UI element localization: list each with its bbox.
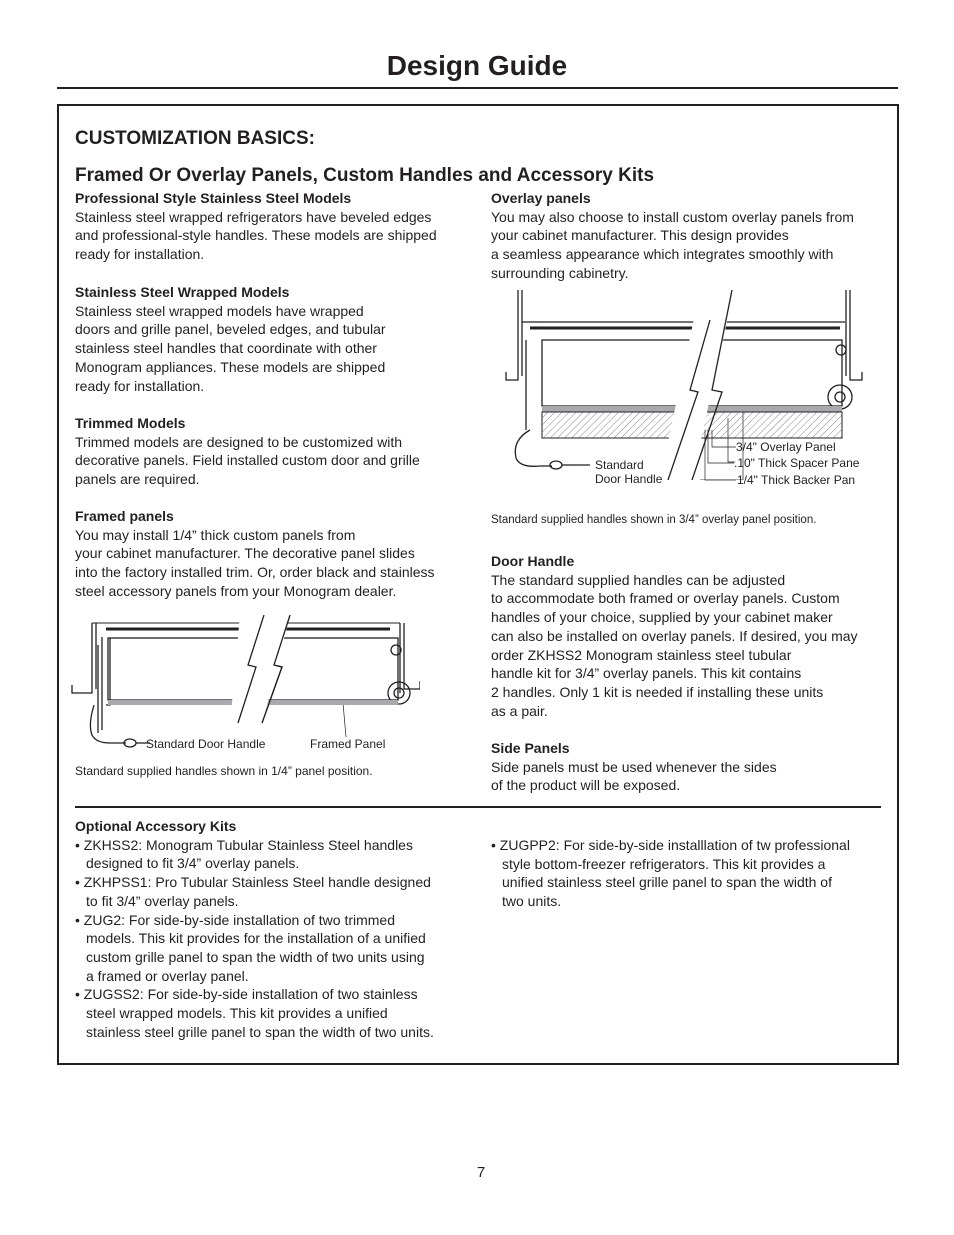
block-line: your cabinet manufacturer. This design provides [491,227,789,244]
kit-item [75,873,475,910]
overlay-diagram-caption: Standard supplied handles shown in 3/4” overlay panel position. [491,514,817,526]
block-line: handle kit for 3/4” overlay panels. This kit contains [491,665,802,682]
block-line: You may also choose to install custom overlay panels from [491,208,854,225]
block-line: into the factory installed trim. Or, order black and stainless [75,564,435,581]
framed-panel-label: Framed Panel [310,737,386,751]
block-line: panels are required. [75,471,200,488]
block-heading: Professional Style Stainless Steel Models [75,190,352,206]
block-line: ready for installation. [75,246,205,263]
kit-item-line: designed to fit 3/4” overlay panels. [86,855,300,872]
kit-item-line: two units. [502,893,562,910]
text-block [491,189,891,283]
text-block [75,507,475,601]
kit-item-line: stainless steel grille panel to span the width of two units. [86,1023,434,1040]
overlay-handle-label [595,458,662,486]
label-leader-lines [704,430,738,485]
kit-item-line: style bottom-freezer refrigerators. This kit provides a [502,855,826,872]
kit-item-line: • ZKHPSS1: Pro Tubular Stainless Steel handle designed [75,874,431,891]
block-line: as a pair. [491,702,548,719]
block-heading: Overlay panels [491,190,591,206]
block-line: decorative panels. Field installed custom door and grille [75,452,420,469]
kit-item-line: • ZKHSS2: Monogram Tubular Stainless Steel handles [75,836,413,853]
accessory-kits-left [75,817,475,1041]
kit-item-line: • ZUGSS2: For side-by-side installation of two stainless [75,986,418,1003]
spacer-panel-label: .10" Thick Spacer Pane [734,456,860,470]
overlay-handle-label-line1: Standard [595,458,644,472]
block-line: Stainless steel wrapped refrigerators have beveled edges [75,208,432,225]
block-heading: Framed panels [75,508,174,524]
kit-item-line: custom grille panel to span the width of two units using [86,948,425,965]
framed-diagram-caption: Standard supplied handles shown in 1/4” panel position. [75,764,373,778]
section-heading: CUSTOMIZATION BASICS: [75,128,315,149]
page-number: 7 [476,1164,486,1181]
block-line: a seamless appearance which integrates smoothly with [491,246,834,263]
title-divider [57,87,898,89]
page-title: Design Guide [386,50,568,81]
kit-item-line: unified stainless steel grille panel to span the width of [502,874,832,891]
text-block [491,739,891,795]
kit-item-line: a framed or overlay panel. [86,967,249,984]
text-block [491,552,891,720]
block-heading: Stainless Steel Wrapped Models [75,284,290,300]
block-line: handles of your choice, supplied by your cabinet maker [491,609,833,626]
kit-item-line: • ZUGPP2: For side-by-side installlation of tw professional [491,837,850,853]
block-line: Trimmed models are designed to be customized with [75,433,403,450]
block-line: steel accessory panels from your Monogram dealer. [75,582,397,599]
subheading: Framed Or Overlay Panels, Custom Handles and Accessory Kits [75,165,655,186]
block-line: Stainless steel wrapped models have wrapped [75,302,364,319]
kit-item [75,836,475,873]
block-line: The standard supplied handles can be adjusted [491,571,786,588]
block-line: Side panels must be used whenever the sides [491,758,777,775]
block-heading: Side Panels [491,740,570,756]
backer-panel-label: 1/4" Thick Backer Pan [737,473,856,487]
block-line: stainless steel handles that coordinate with other [75,340,377,357]
framed-handle-label: Standard Door Handle [146,737,266,751]
block-line: to accommodate both framed or overlay panels. Custom [491,590,840,607]
overlay-handle-label-line2: Door Handle [595,472,663,486]
kit-item-line: models. This kit provides for the installation of a unified [86,930,426,947]
block-line: can also be installed on overlay panels. If desired, you may [491,627,858,644]
block-line: You may install 1/4” thick custom panels from [75,526,356,543]
text-block [75,283,475,395]
section-divider [75,806,881,808]
overlay-panel-label: 3/4" Overlay Panel [736,440,836,454]
text-block [75,414,475,489]
kit-item-line: steel wrapped models. This kit provides a unified [86,1005,388,1022]
accessory-kits-right [491,836,891,911]
block-line: and professional-style handles. These models are shipped [75,227,437,244]
block-line: of the product will be exposed. [491,777,681,794]
kit-item-line: to fit 3/4” overlay panels. [86,892,239,909]
block-line: ready for installation. [75,377,205,394]
kit-item [75,911,475,986]
block-line: order ZKHSS2 Monogram stainless steel tubular [491,646,792,663]
block-line: 2 handles. Only 1 kit is needed if installing these units [491,683,824,700]
block-heading: Door Handle [491,553,575,569]
block-line: Monogram appliances. These models are shipped [75,358,386,375]
block-line: doors and grille panel, beveled edges, and tubular [75,321,386,338]
kit-item-line: • ZUG2: For side-by-side installation of two trimmed [75,911,396,928]
block-line: surrounding cabinetry. [491,264,629,281]
kit-item [491,836,891,911]
block-heading: Trimmed Models [75,415,186,431]
block-line: your cabinet manufacturer. The decorative panel slides [75,545,415,562]
accessory-kits-heading: Optional Accessory Kits [75,818,237,834]
kit-item [75,985,475,1041]
framed-panel-diagram [70,615,420,755]
text-block [75,189,475,264]
